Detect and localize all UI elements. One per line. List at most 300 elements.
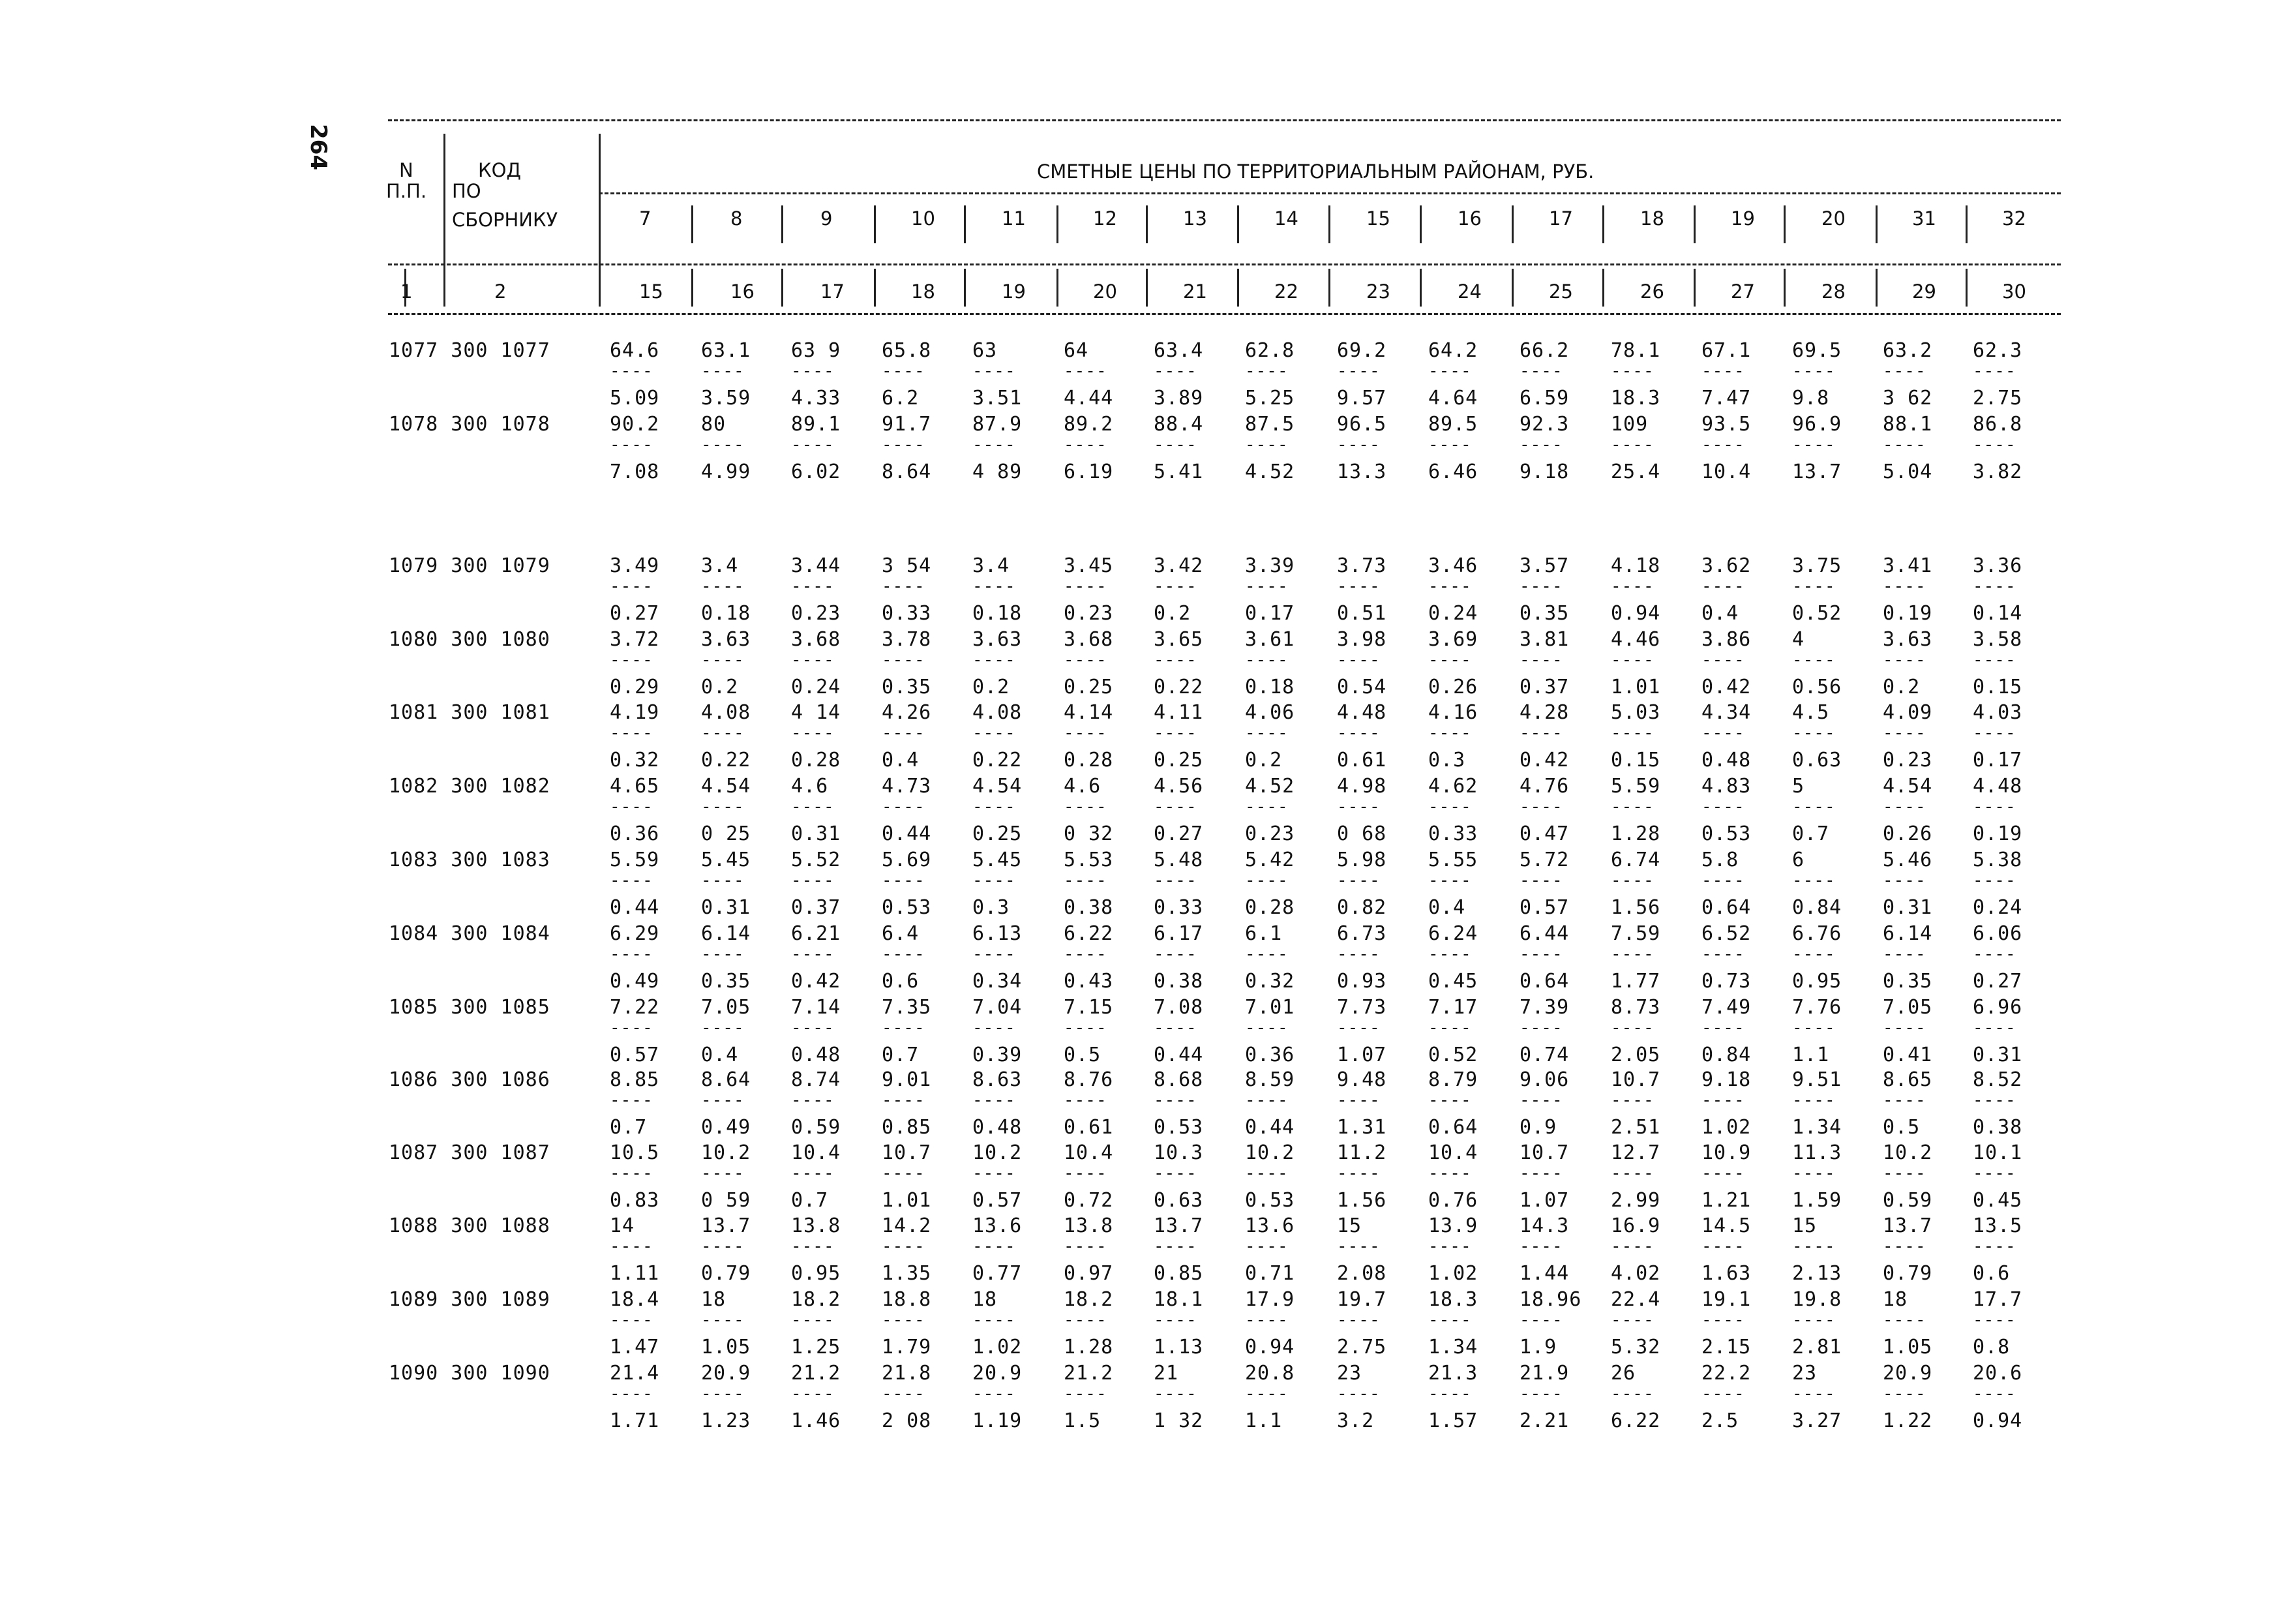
price-value: 88.1 <box>1883 413 1933 436</box>
price-value: 0.94 <box>1245 1336 1295 1359</box>
price-value: 0.39 <box>972 1044 1023 1066</box>
price-value: 0.37 <box>791 896 841 919</box>
price-value: 5.45 <box>701 849 751 871</box>
price-value: 12.7 <box>1611 1141 1661 1164</box>
price-value: 0.5 <box>1064 1044 1101 1066</box>
price-value: 10.4 <box>1428 1141 1478 1164</box>
price-value: 89.2 <box>1064 413 1114 436</box>
district-number: 10 <box>911 207 935 230</box>
fraction-bar: ---- <box>1973 1310 2016 1330</box>
price-value: 4.18 <box>1611 554 1661 577</box>
column-index: 22 <box>1274 280 1298 303</box>
price-value: 8.64 <box>882 460 932 483</box>
price-value: 15 <box>1792 1214 1818 1237</box>
price-value: 10.9 <box>1701 1141 1752 1164</box>
fraction-bar: ---- <box>1245 1384 1289 1404</box>
fraction-bar: ---- <box>1792 944 1836 964</box>
price-value: 18 <box>1883 1288 1908 1311</box>
price-value: 5.09 <box>610 387 660 410</box>
fraction-bar: ---- <box>1701 1310 1745 1330</box>
fraction-bar: ---- <box>1337 650 1381 670</box>
district-divider <box>1784 205 1786 243</box>
price-value: 0.61 <box>1064 1116 1114 1139</box>
district-divider <box>1237 205 1239 243</box>
price-value: 0.3 <box>972 896 1010 919</box>
price-value: 89.5 <box>1428 413 1478 436</box>
price-value: 2.5 <box>1701 1409 1739 1432</box>
price-value: 22.2 <box>1701 1362 1752 1385</box>
fraction-bar: ---- <box>791 723 835 743</box>
price-value: 69.2 <box>1337 339 1387 362</box>
fraction-bar: ---- <box>1337 1310 1381 1330</box>
price-value: 9.06 <box>1520 1068 1570 1091</box>
district-number: 12 <box>1093 207 1117 230</box>
header-num-label: N <box>399 159 413 181</box>
price-value: 0.22 <box>701 749 751 772</box>
fraction-bar: ---- <box>1973 650 2016 670</box>
fraction-bar: ---- <box>972 1237 1016 1256</box>
price-value: 3.58 <box>1973 628 2023 651</box>
price-value: 7.59 <box>1611 922 1661 945</box>
fraction-bar: ---- <box>1973 1164 2016 1183</box>
price-value: 78.1 <box>1611 339 1661 362</box>
fraction-bar: ---- <box>610 1384 653 1404</box>
district-divider <box>1694 205 1696 243</box>
price-value: 3.78 <box>882 628 932 651</box>
price-value: 6.44 <box>1520 922 1570 945</box>
price-value: 0.52 <box>1428 1044 1478 1066</box>
price-value: 1.1 <box>1245 1409 1283 1432</box>
price-value: 1.1 <box>1792 1044 1830 1066</box>
fraction-bar: ---- <box>1520 1090 1563 1110</box>
price-value: 18.96 <box>1520 1288 1582 1311</box>
price-value: 18.2 <box>1064 1288 1114 1311</box>
district-number: 8 <box>730 207 743 230</box>
fraction-bar: ---- <box>1611 1384 1655 1404</box>
price-value: 4.33 <box>791 387 841 410</box>
fraction-bar: ---- <box>1792 650 1836 670</box>
price-value: 3.73 <box>1337 554 1387 577</box>
header-code-label: КОД <box>478 159 522 181</box>
price-value: 4.44 <box>1064 387 1114 410</box>
fraction-bar: ---- <box>1245 797 1289 817</box>
fraction-bar: ---- <box>701 1384 745 1404</box>
price-value: 4.73 <box>882 775 932 798</box>
price-value: 6.14 <box>1883 922 1933 945</box>
row-code-label: 1085 300 1085 <box>389 996 550 1019</box>
price-value: 0.49 <box>610 970 660 993</box>
price-value: 4.99 <box>701 460 751 483</box>
price-value: 0.15 <box>1973 676 2023 699</box>
fraction-bar: ---- <box>972 1164 1016 1183</box>
price-value: 6.52 <box>1701 922 1752 945</box>
price-value: 5 <box>1792 775 1805 798</box>
price-value: 0.85 <box>1154 1262 1204 1285</box>
fraction-bar: ---- <box>1154 1310 1197 1330</box>
fraction-bar: ---- <box>1520 577 1563 596</box>
price-value: 8.68 <box>1154 1068 1204 1091</box>
index-divider <box>781 269 783 307</box>
price-value: 2.08 <box>1337 1262 1387 1285</box>
fraction-bar: ---- <box>1973 361 2016 381</box>
price-value: 6.4 <box>882 922 920 945</box>
fraction-bar: ---- <box>1883 1310 1926 1330</box>
price-value: 6.17 <box>1154 922 1204 945</box>
fraction-bar: ---- <box>972 1310 1016 1330</box>
price-value: 1.25 <box>791 1336 841 1359</box>
district-number: 18 <box>1640 207 1664 230</box>
price-value: 1.79 <box>882 1336 932 1359</box>
price-value: 4.54 <box>701 775 751 798</box>
fraction-bar: ---- <box>1883 435 1926 455</box>
fraction-bar: ---- <box>1154 577 1197 596</box>
price-value: 13.8 <box>1064 1214 1114 1237</box>
fraction-bar: ---- <box>1337 1090 1381 1110</box>
price-value: 0.33 <box>1154 896 1204 919</box>
price-value: 1.02 <box>1428 1262 1478 1285</box>
price-value: 93.5 <box>1701 413 1752 436</box>
price-value: 4.54 <box>972 775 1023 798</box>
price-value: 4.52 <box>1245 460 1295 483</box>
row-code-label: 1083 300 1083 <box>389 849 550 871</box>
fraction-bar: ---- <box>1428 1310 1472 1330</box>
column-index: 23 <box>1366 280 1390 303</box>
price-value: 0.2 <box>972 676 1010 699</box>
row-code-label: 1082 300 1082 <box>389 775 550 798</box>
district-divider <box>1602 205 1604 243</box>
price-value: 3.4 <box>972 554 1010 577</box>
fraction-bar: ---- <box>1154 723 1197 743</box>
fraction-bar: ---- <box>1611 1090 1655 1110</box>
fraction-bar: ---- <box>1064 1237 1107 1256</box>
price-value: 2.51 <box>1611 1116 1661 1139</box>
column-index: 17 <box>820 280 845 303</box>
price-value: 0.9 <box>1520 1116 1557 1139</box>
price-value: 8.52 <box>1973 1068 2023 1091</box>
fraction-bar: ---- <box>1520 944 1563 964</box>
fraction-bar: ---- <box>791 1164 835 1183</box>
column-index: 18 <box>911 280 935 303</box>
fraction-bar: ---- <box>1701 361 1745 381</box>
price-value: 5.53 <box>1064 849 1114 871</box>
fraction-bar: ---- <box>1883 361 1926 381</box>
price-value: 4.6 <box>1064 775 1101 798</box>
fraction-bar: ---- <box>1064 723 1107 743</box>
column-index: 25 <box>1549 280 1573 303</box>
price-value: 0.6 <box>1973 1262 2011 1285</box>
price-value: 1.77 <box>1611 970 1661 993</box>
price-value: 7.35 <box>882 996 932 1019</box>
price-value: 0.53 <box>1154 1116 1204 1139</box>
row-code-label: 1089 300 1089 <box>389 1288 550 1311</box>
index-divider <box>1966 269 1968 307</box>
price-value: 7.49 <box>1701 996 1752 1019</box>
price-value: 0.35 <box>701 970 751 993</box>
price-value: 1.34 <box>1792 1116 1842 1139</box>
fraction-bar: ---- <box>791 361 835 381</box>
fraction-bar: ---- <box>972 723 1016 743</box>
price-value: 3.68 <box>791 628 841 651</box>
fraction-bar: ---- <box>1792 1237 1836 1256</box>
price-value: 1.47 <box>610 1336 660 1359</box>
price-value: 8.63 <box>972 1068 1023 1091</box>
price-value: 0.24 <box>1973 896 2023 919</box>
fraction-bar: ---- <box>1337 723 1381 743</box>
price-value: 5.03 <box>1611 701 1661 724</box>
price-value: 21.9 <box>1520 1362 1570 1385</box>
fraction-bar: ---- <box>1883 871 1926 890</box>
price-value: 5.59 <box>1611 775 1661 798</box>
fraction-bar: ---- <box>1154 871 1197 890</box>
district-number: 16 <box>1458 207 1482 230</box>
price-value: 1.07 <box>1520 1189 1570 1212</box>
price-value: 3.51 <box>972 387 1023 410</box>
fraction-bar: ---- <box>1611 1237 1655 1256</box>
price-value: 3 62 <box>1883 387 1933 410</box>
fraction-bar: ---- <box>1883 1237 1926 1256</box>
price-value: 3.63 <box>701 628 751 651</box>
column-index: 19 <box>1002 280 1026 303</box>
price-value: 4.56 <box>1154 775 1204 798</box>
fraction-bar: ---- <box>1701 944 1745 964</box>
fraction-bar: ---- <box>1792 1164 1836 1183</box>
district-number: 32 <box>2002 207 2026 230</box>
price-value: 0.23 <box>1064 602 1114 625</box>
price-value: 0.51 <box>1337 602 1387 625</box>
fraction-bar: ---- <box>701 1310 745 1330</box>
price-value: 0.48 <box>1701 749 1752 772</box>
fraction-bar: ---- <box>1245 871 1289 890</box>
price-value: 87.5 <box>1245 413 1295 436</box>
price-value: 5.46 <box>1883 849 1933 871</box>
price-value: 6.74 <box>1611 849 1661 871</box>
price-value: 0.4 <box>882 749 920 772</box>
fraction-bar: ---- <box>701 435 745 455</box>
fraction-bar: ---- <box>972 435 1016 455</box>
fraction-bar: ---- <box>1701 577 1745 596</box>
price-value: 3.86 <box>1701 628 1752 651</box>
fraction-bar: ---- <box>1611 1164 1655 1183</box>
price-value: 3.41 <box>1883 554 1933 577</box>
price-value: 4 89 <box>972 460 1023 483</box>
fraction-bar: ---- <box>1337 1164 1381 1183</box>
price-value: 4.48 <box>1337 701 1387 724</box>
fraction-bar: ---- <box>1973 1090 2016 1110</box>
price-value: 2.81 <box>1792 1336 1842 1359</box>
column-index: 24 <box>1458 280 1482 303</box>
price-value: 0.44 <box>1245 1116 1295 1139</box>
price-value: 10.2 <box>972 1141 1023 1164</box>
price-value: 7.47 <box>1701 387 1752 410</box>
fraction-bar: ---- <box>610 871 653 890</box>
fraction-bar: ---- <box>1154 1237 1197 1256</box>
price-value: 4.08 <box>701 701 751 724</box>
fraction-bar: ---- <box>1792 1310 1836 1330</box>
price-value: 0.95 <box>791 1262 841 1285</box>
price-value: 21.2 <box>791 1362 841 1385</box>
fraction-bar: ---- <box>1883 797 1926 817</box>
price-value: 0.28 <box>1245 896 1295 919</box>
price-value: 3.44 <box>791 554 841 577</box>
price-value: 0.26 <box>1883 822 1933 845</box>
price-value: 0.38 <box>1154 970 1204 993</box>
fraction-bar: ---- <box>1611 723 1655 743</box>
price-value: 91.7 <box>882 413 932 436</box>
fraction-bar: ---- <box>1611 1018 1655 1038</box>
price-value: 0.18 <box>972 602 1023 625</box>
price-value: 4.03 <box>1973 701 2023 724</box>
price-value: 10.4 <box>1701 460 1752 483</box>
price-value: 7.05 <box>701 996 751 1019</box>
price-value: 3.59 <box>701 387 751 410</box>
index-divider <box>1784 269 1786 307</box>
price-value: 18.1 <box>1154 1288 1204 1311</box>
row-code-label: 1078 300 1078 <box>389 413 550 436</box>
fraction-bar: ---- <box>610 577 653 596</box>
fraction-bar: ---- <box>1245 723 1289 743</box>
price-value: 0.32 <box>1245 970 1295 993</box>
price-value: 0.48 <box>791 1044 841 1066</box>
price-value: 1.46 <box>791 1409 841 1432</box>
price-value: 4.34 <box>1701 701 1752 724</box>
price-value: 0 32 <box>1064 822 1114 845</box>
price-value: 14.3 <box>1520 1214 1570 1237</box>
index-divider <box>964 269 966 307</box>
price-value: 0.25 <box>1154 749 1204 772</box>
price-value: 0.2 <box>1245 749 1283 772</box>
price-value: 7.17 <box>1428 996 1478 1019</box>
price-value: 63 9 <box>791 339 841 362</box>
price-value: 4.65 <box>610 775 660 798</box>
price-value: 9.01 <box>882 1068 932 1091</box>
price-value: 14.5 <box>1701 1214 1752 1237</box>
fraction-bar: ---- <box>1883 1090 1926 1110</box>
fraction-bar: ---- <box>1428 1384 1472 1404</box>
divider-num-code <box>443 134 445 307</box>
header-code-label: ПО <box>452 180 481 202</box>
price-value: 8.59 <box>1245 1068 1295 1091</box>
fraction-bar: ---- <box>701 577 745 596</box>
price-value: 3.45 <box>1064 554 1114 577</box>
index-divider <box>1056 269 1058 307</box>
price-value: 3 54 <box>882 554 932 577</box>
price-value: 3.46 <box>1428 554 1478 577</box>
district-divider <box>1056 205 1058 243</box>
price-value: 3.89 <box>1154 387 1204 410</box>
fraction-bar: ---- <box>972 1384 1016 1404</box>
index-divider <box>691 269 693 307</box>
price-value: 69.5 <box>1792 339 1842 362</box>
price-value: 4 14 <box>791 701 841 724</box>
price-value: 0.27 <box>1973 970 2023 993</box>
fraction-bar: ---- <box>1973 797 2016 817</box>
price-value: 7.76 <box>1792 996 1842 1019</box>
price-value: 0.23 <box>1883 749 1933 772</box>
price-value: 6 <box>1792 849 1805 871</box>
fraction-bar: ---- <box>882 577 925 596</box>
fraction-bar: ---- <box>1611 435 1655 455</box>
price-value: 96.9 <box>1792 413 1842 436</box>
price-value: 4.64 <box>1428 387 1478 410</box>
district-number: 31 <box>1912 207 1936 230</box>
price-value: 4.98 <box>1337 775 1387 798</box>
fraction-bar: ---- <box>1064 361 1107 381</box>
price-value: 23 <box>1337 1362 1362 1385</box>
fraction-bar: ---- <box>1428 871 1472 890</box>
price-value: 4.14 <box>1064 701 1114 724</box>
fraction-bar: ---- <box>1973 577 2016 596</box>
fraction-bar: ---- <box>1245 1237 1289 1256</box>
price-value: 4.6 <box>791 775 829 798</box>
price-value: 21.3 <box>1428 1362 1478 1385</box>
price-value: 5.52 <box>791 849 841 871</box>
price-value: 0.57 <box>610 1044 660 1066</box>
column-index: 26 <box>1640 280 1664 303</box>
fraction-bar: ---- <box>1520 1237 1563 1256</box>
row-code-label: 1086 300 1086 <box>389 1068 550 1091</box>
fraction-bar: ---- <box>1792 435 1836 455</box>
price-value: 0.31 <box>701 896 751 919</box>
price-value: 1.59 <box>1792 1189 1842 1212</box>
price-value: 3.61 <box>1245 628 1295 651</box>
price-value: 4.28 <box>1520 701 1570 724</box>
price-value: 18.3 <box>1611 387 1661 410</box>
price-value: 13.7 <box>1883 1214 1933 1237</box>
price-value: 0.28 <box>1064 749 1114 772</box>
price-value: 0.24 <box>1428 602 1478 625</box>
fraction-bar: ---- <box>1428 1164 1472 1183</box>
district-number: 19 <box>1731 207 1755 230</box>
price-value: 1.01 <box>882 1189 932 1212</box>
district-number: 13 <box>1183 207 1207 230</box>
fraction-bar: ---- <box>972 577 1016 596</box>
price-value: 1.56 <box>1337 1189 1387 1212</box>
price-value: 0.18 <box>1245 676 1295 699</box>
fraction-bar: ---- <box>972 871 1016 890</box>
fraction-bar: ---- <box>1611 944 1655 964</box>
price-value: 4.11 <box>1154 701 1204 724</box>
fraction-bar: ---- <box>1520 435 1563 455</box>
fraction-bar: ---- <box>701 361 745 381</box>
price-value: 0.42 <box>791 970 841 993</box>
price-value: 0.36 <box>610 822 660 845</box>
price-value: 6.13 <box>972 922 1023 945</box>
price-value: 0.3 <box>1428 749 1466 772</box>
price-value: 63.4 <box>1154 339 1204 362</box>
index-divider <box>1237 269 1239 307</box>
fraction-bar: ---- <box>1245 577 1289 596</box>
fraction-bar: ---- <box>1337 361 1381 381</box>
price-value: 3.2 <box>1337 1409 1375 1432</box>
fraction-bar: ---- <box>610 1090 653 1110</box>
price-value: 6.1 <box>1245 922 1283 945</box>
price-value: 18.8 <box>882 1288 932 1311</box>
fraction-bar: ---- <box>1337 797 1381 817</box>
price-value: 19.7 <box>1337 1288 1387 1311</box>
fraction-bar: ---- <box>1064 1164 1107 1183</box>
fraction-bar: ---- <box>1428 723 1472 743</box>
fraction-bar: ---- <box>1245 1164 1289 1183</box>
row-code-label: 1080 300 1080 <box>389 628 550 651</box>
fraction-bar: ---- <box>791 435 835 455</box>
price-value: 7.08 <box>610 460 660 483</box>
price-value: 4.16 <box>1428 701 1478 724</box>
price-value: 6.22 <box>1064 922 1114 945</box>
district-divider <box>1328 205 1330 243</box>
price-value: 3.63 <box>972 628 1023 651</box>
price-value: 0.37 <box>1520 676 1570 699</box>
fraction-bar: ---- <box>1973 723 2016 743</box>
